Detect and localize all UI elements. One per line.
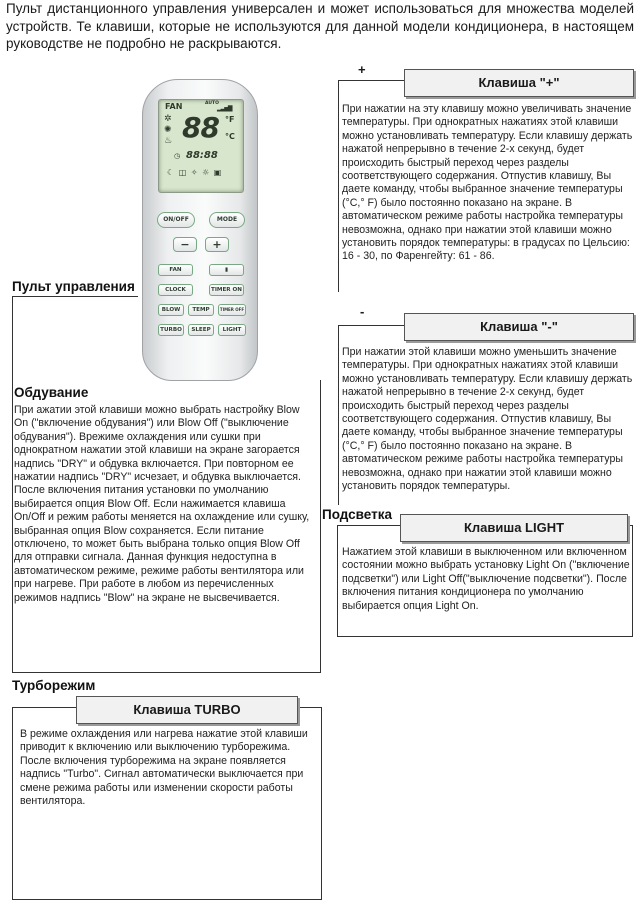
light-key-label: Клавиша LIGHT [400,514,628,542]
sleep-button[interactable]: SLEEP [188,324,214,336]
remote-lcd-screen [158,99,244,193]
blow-section-description: При ажатии этой клавиши можно выбрать настройку Blow On ("включение обдувания") или Blow Off ("выключение обдувания"). Врежиме охлаждения или сушки при однократном нажатии этой клавиши на экране загорается надпись "DRY" и обдувка включается. При повторном ее нажатии надпись "DRY" исчезает, и обдувка выключается. После включения питания установки по умолчанию выбирается опция Blow Off. Если нажимается клавиша On/Off и режим работы меняется на охлаждение или сушку, выбранная опция Blow сохраняется. Если питание отключено, то может быть выбрана только опция Blow Off для отправки сигнала. Данная функция недоступна в автоматическом режиме, режиме работы вентилятора или при нагреве. При работе в любом из перечисленных режимов надпись "Blow" на экране не высвечивается. [14,404,310,604]
plus-key-description: При нажатии на эту клавишу можно увеличивать значение температуры. При однократных нажатиях этой клавиши можно установливать температуру. Если клавишу держать нажатой непрерывно в течение 2-х секунд, будет происходить быстрый переход через разделы соответствующего содержания. Отпустив клавишу, Вы даете команду, чтобы выбранное значение температуры (°C,° F) было постоянно показано на экране. В автоматическом режиме работы настройка температуры невозможна, однако при нажатии этой клавиши можно установить порядок температуры: в градусах по Цельсию: 16 - 30, по Фаренгейту: 61 - 86. [342,103,633,263]
light-button[interactable]: LIGHT [218,324,246,336]
minus-frame-left-edge [338,325,339,505]
clock-button[interactable]: CLOCK [158,284,193,296]
minus-sign-marker: - [360,304,365,319]
timer-on-button[interactable]: TIMER ON [209,284,244,296]
light-section-description: Нажатием этой клавиши в выключенном или включенном состоянии можно выбрать установку Light On ("включение подсветки") или Light Off("выключение подсветки"). После включения питания кондиционера по умолчанию выбирается опция Light On. [342,546,630,612]
blow-button[interactable]: BLOW [158,304,184,316]
remote-section-heading: Пульт управления [12,279,135,294]
left-frame-right-edge [320,380,321,672]
remote-control [142,79,258,381]
lcd-temp-digits: 88 [182,111,219,144]
minus-key-label: Клавиша "-" [404,313,634,341]
minus-connector-line [338,325,404,326]
left-frame-bottom-edge [12,672,321,673]
turbo-button[interactable]: TURBO [158,324,184,336]
lcd-mode-icons: ✲ ✺ ♨ [164,114,173,146]
turbo-key-label: Клавиша TURBO [76,696,298,724]
lcd-unit-c: °C [225,132,235,141]
temp-button[interactable]: TEMP [188,304,214,316]
plus-key-label: Клавиша "+" [404,69,634,97]
minus-key-description: При нажатии этой клавиши можно уменьшить значение температуры. При однократных нажатиях этой клавиши можно установливать температуру. Если клавишу держать нажатой непрерывно в течение 2-х секунд, будет происходить быстрый переход через разделы соответствующего содержания. Отпустив клавишу, Вы даете команду, чтобы выбранное значение температуры (°C,° F) было постоянно показано на экране. В автоматическом режиме работы настройка температуры невозможна, однако при нажатии этой клавиши можно установить порядок температуры. [342,346,633,493]
on-off-button[interactable]: ON/OFF [157,212,195,228]
intro-paragraph: Пульт дистанционного управления универсален и может использоваться для множества моделей устройств. Те клавиши, которые не используются для данной модели кондиционера, в настоящем руководстве не подробно не раскрываются. [6,1,634,51]
turbo-section-description: В режиме охлаждения или нагрева нажатие этой клавиши приводит к включению или выключению турборежима. После включения турборежима на экране появляется надпись "Turbo". Сигнал автоматически выключается при смене режима работы или изменении скорости работы вентилятора. [20,728,308,808]
plus-sign-marker: + [358,62,366,77]
timer-off-button[interactable]: TIMER OFF [218,304,246,316]
lcd-bottom-icons: ☾ ◫ ✧ ☼ ▣ [167,168,223,177]
remote-heading-underline [12,296,138,297]
plus-button[interactable]: + [205,237,229,252]
lcd-clock-icon: ◷ [174,152,181,160]
mode-button[interactable]: MODE [209,212,245,228]
lcd-fan-label: FAN [165,102,183,111]
plus-connector-line [338,80,404,81]
swing-button[interactable]: ▮ [209,264,244,276]
fan-button[interactable]: FAN [158,264,193,276]
lcd-fan-bars-icon: ▂▃▅▇ [217,105,232,112]
blow-section-heading: Обдувание [14,385,89,400]
plus-frame-left-edge [338,80,339,292]
left-frame-left-edge [12,296,13,672]
lcd-auto-label: AUTO [205,101,219,106]
turbo-section-heading: Турборежим [12,678,96,693]
lcd-time-digits: 88:88 [186,150,218,161]
light-section-heading: Подсветка [322,507,392,522]
minus-button[interactable]: − [173,237,197,252]
lcd-unit-f: °F [225,115,235,124]
